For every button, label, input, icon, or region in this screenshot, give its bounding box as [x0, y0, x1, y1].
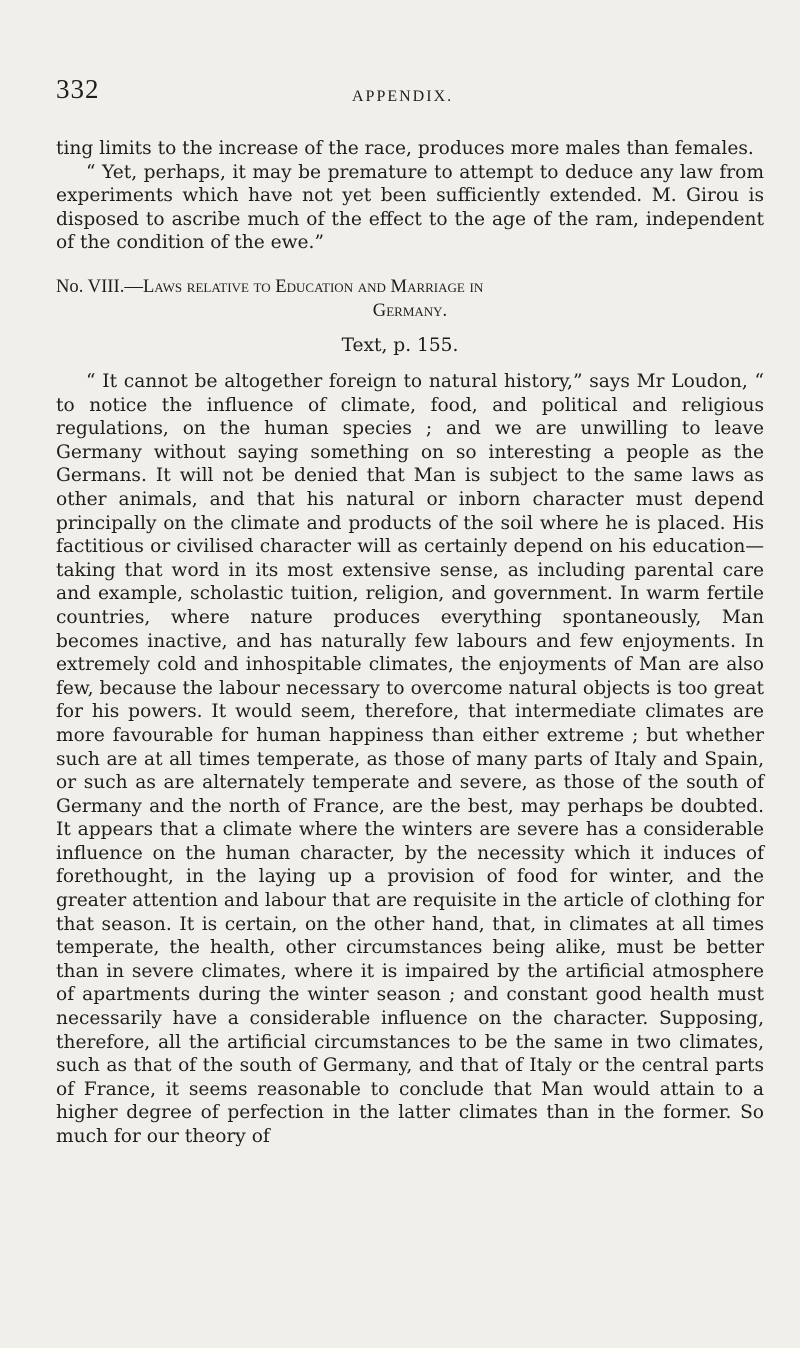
text-reference: Text, p. 155.: [341, 335, 459, 356]
main-text: [56, 370, 764, 1149]
section-number: No. VIII.: [56, 276, 125, 297]
quote-paragraph: “ Yet, perhaps, it may be premature to attempt to deduce any law from experiments which have not yet been sufficiently extended. M. Girou is disposed to ascribe much of the effect to the age of the ram, independent of the condition of the ewe.”: [56, 161, 764, 254]
continuation-text: [56, 137, 764, 255]
section-heading-line-1: [56, 275, 764, 299]
continuation-paragraph: ting limits to the increase of the race, produces more males than females.: [56, 138, 754, 159]
section-heading: [56, 275, 764, 322]
main-paragraph: “ It cannot be altogether foreign to natural history,” says Mr Loudon, “ to notice the influence of climate, food, and political and religious regulations, on the human species ; and we are unwilling to leave Germany without saying something on so interesting a people as the Germans. It will not be denied that Man is subject to the same laws as other animals, and that his natural or inborn character must depend principally on the climate and products of the soil where he is placed. His factitious or civilised character will as certainly depend on his education—taking that word in its most extensive sense, as including parental care and example, scholastic tuition, religion, and government. In warm fertile countries, where nature produces everything spontaneously, Man becomes inactive, and has naturally few labours and few enjoyments. In extremely cold and inhospitable climates, the enjoyments of Man are also few, because the labour necessary to overcome natural objects is too great for his powers. It would seem, therefore, that intermediate climates are more favourable for human happiness than either extreme ; but whether such are at all times temperate, as those of many parts of Italy and Spain, or such as are alternately temperate and severe, as those of the south of Germany and the north of France, are the best, may perhaps be doubted. It appears that a climate where the winters are severe has a considerable influence on the human character, by the necessity which it induces of forethought, in the laying up a provision of food for winter, and the greater attention and labour that are requisite in the article of clothing for that season. It is certain, on the other hand, that, in climates at all times temperate, the health, other circumstances being alike, must be better than in severe climates, where it is impaired by the artificial atmosphere of apartments during the winter season ; and constant good health must necessarily have a considerable influence on the character. Supposing, therefore, all the artificial circumstances to be the same in two climates, such as that of the south of Germany, and that of Italy or the central parts of France, it seems reasonable to conclude that Man would attain to a higher degree of perfection in the latter climates than in the former. So much for our theory of: [56, 371, 764, 1147]
section-title-part-1: —Laws relative to Education and Marriage in: [124, 276, 484, 297]
running-head: APPENDIX.: [352, 88, 454, 105]
section-title-part-2: Germany.: [372, 299, 448, 321]
page-number: 332: [56, 74, 100, 104]
